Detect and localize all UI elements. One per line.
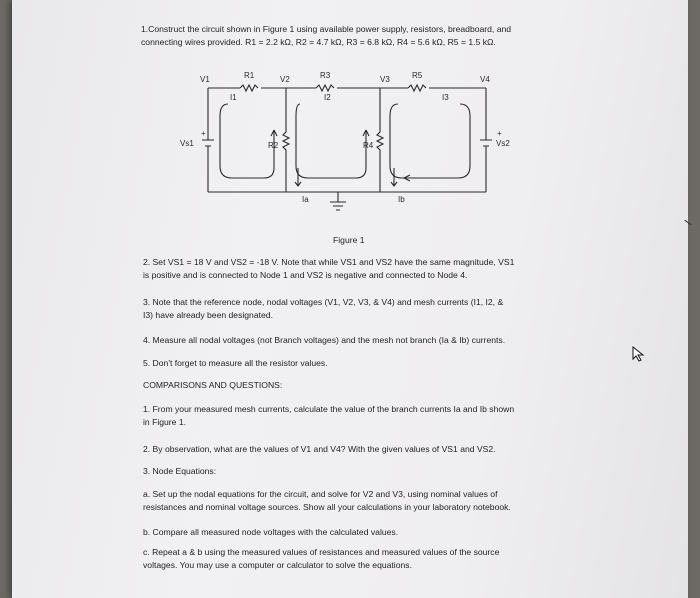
question-1-line-2: in Figure 1.	[143, 417, 186, 427]
resistor-r3	[316, 85, 334, 91]
label-vs2: Vs2	[496, 139, 510, 148]
label-v2: V2	[280, 75, 290, 84]
question-3a-line-2: resistances and nominal voltage sources. Show all your calculations in your laboratory notebook.	[143, 502, 511, 512]
question-3c-line-2: voltages. You may use a computer or calculator to solve the equations.	[143, 560, 412, 570]
question-3b: b. Compare all measured node voltages with the calculated values.	[143, 527, 399, 537]
circuit-diagram	[168, 60, 528, 220]
label-i3: I3	[442, 93, 449, 102]
problem-header	[141, 23, 581, 49]
label-i2: I2	[324, 93, 331, 102]
label-v1: V1	[200, 75, 210, 84]
label-v3: V3	[380, 75, 390, 84]
label-ia: Ia	[302, 195, 309, 204]
item-2	[143, 256, 663, 282]
item-3	[143, 296, 663, 322]
question-1-line-1: 1. From your measured mesh currents, calculate the value of the branch currents Ia and Ib shown	[143, 404, 515, 414]
item-3-line-1: 3. Note that the reference node, nodal voltages (V1, V2, V3, & V4) and mesh currents (I1, I2, &	[143, 297, 504, 307]
label-r2: R2	[268, 141, 279, 150]
label-r4: R4	[363, 141, 374, 150]
header-line-1: 1.Construct the circuit shown in Figure 1 using available power supply, resistors, breadboard, and	[141, 24, 512, 34]
label-v4: V4	[480, 75, 490, 84]
label-r3: R3	[320, 71, 331, 80]
mesh-loop-i1	[220, 104, 274, 178]
question-3c-line-1: c. Repeat a & b using the measured values of resistances and measured values of the source	[143, 547, 500, 557]
question-2: 2. By observation, what are the values of V1 and V4? With the given values of VS1 and VS2.	[143, 444, 496, 454]
source-vs2	[480, 88, 492, 192]
resistor-r2	[283, 88, 289, 192]
pen-mark	[684, 220, 691, 225]
label-i1: I1	[230, 93, 237, 102]
label-r1: R1	[244, 71, 255, 80]
source-vs1	[202, 88, 214, 192]
item-4: 4. Measure all nodal voltages (not Branch voltages) and the mesh not branch (Ia & Ib) currents.	[143, 335, 506, 345]
label-vs1: Vs1	[180, 139, 194, 148]
ground-symbol	[330, 192, 346, 210]
label-r5: R5	[412, 71, 423, 80]
question-3a	[143, 488, 663, 514]
figure-caption: Figure 1	[333, 235, 365, 245]
item-5: 5. Don't forget to measure all the resistor values.	[143, 358, 328, 368]
question-1	[143, 403, 663, 429]
question-3: 3. Node Equations:	[143, 466, 217, 476]
branch-arrow-ia	[295, 168, 301, 186]
label-vs1-plus: +	[201, 129, 206, 138]
mesh-loop-i2	[296, 104, 366, 178]
item-2-line-1: 2. Set VS1 = 18 V and VS2 = -18 V. Note that while VS1 and VS2 have the same magnitude, VS1	[143, 257, 515, 267]
resistor-r4	[377, 88, 383, 192]
question-3a-line-1: a. Set up the nodal equations for the circuit, and solve for V2 and V3, using nominal values of	[143, 489, 498, 499]
label-vs2-plus: +	[497, 129, 502, 138]
item-3-line-2: I3) have already been designated.	[143, 310, 273, 320]
comparisons-heading: COMPARISONS AND QUESTIONS:	[143, 380, 283, 390]
header-line-2: connecting wires provided. R1 = 2.2 kΩ, R2 = 4.7 kΩ, R3 = 6.8 kΩ, R4 = 5.6 kΩ, R5 = 1.5 kΩ.	[141, 37, 496, 47]
resistor-r5	[408, 85, 426, 91]
mouse-cursor-icon	[632, 346, 646, 362]
question-3c	[143, 546, 663, 572]
item-2-line-2: is positive and is connected to Node 1 and VS2 is negative and connected to Node 4.	[143, 270, 468, 280]
resistor-r1	[240, 85, 258, 91]
label-ib: Ib	[398, 195, 405, 204]
mesh-loop-i3	[390, 104, 470, 178]
